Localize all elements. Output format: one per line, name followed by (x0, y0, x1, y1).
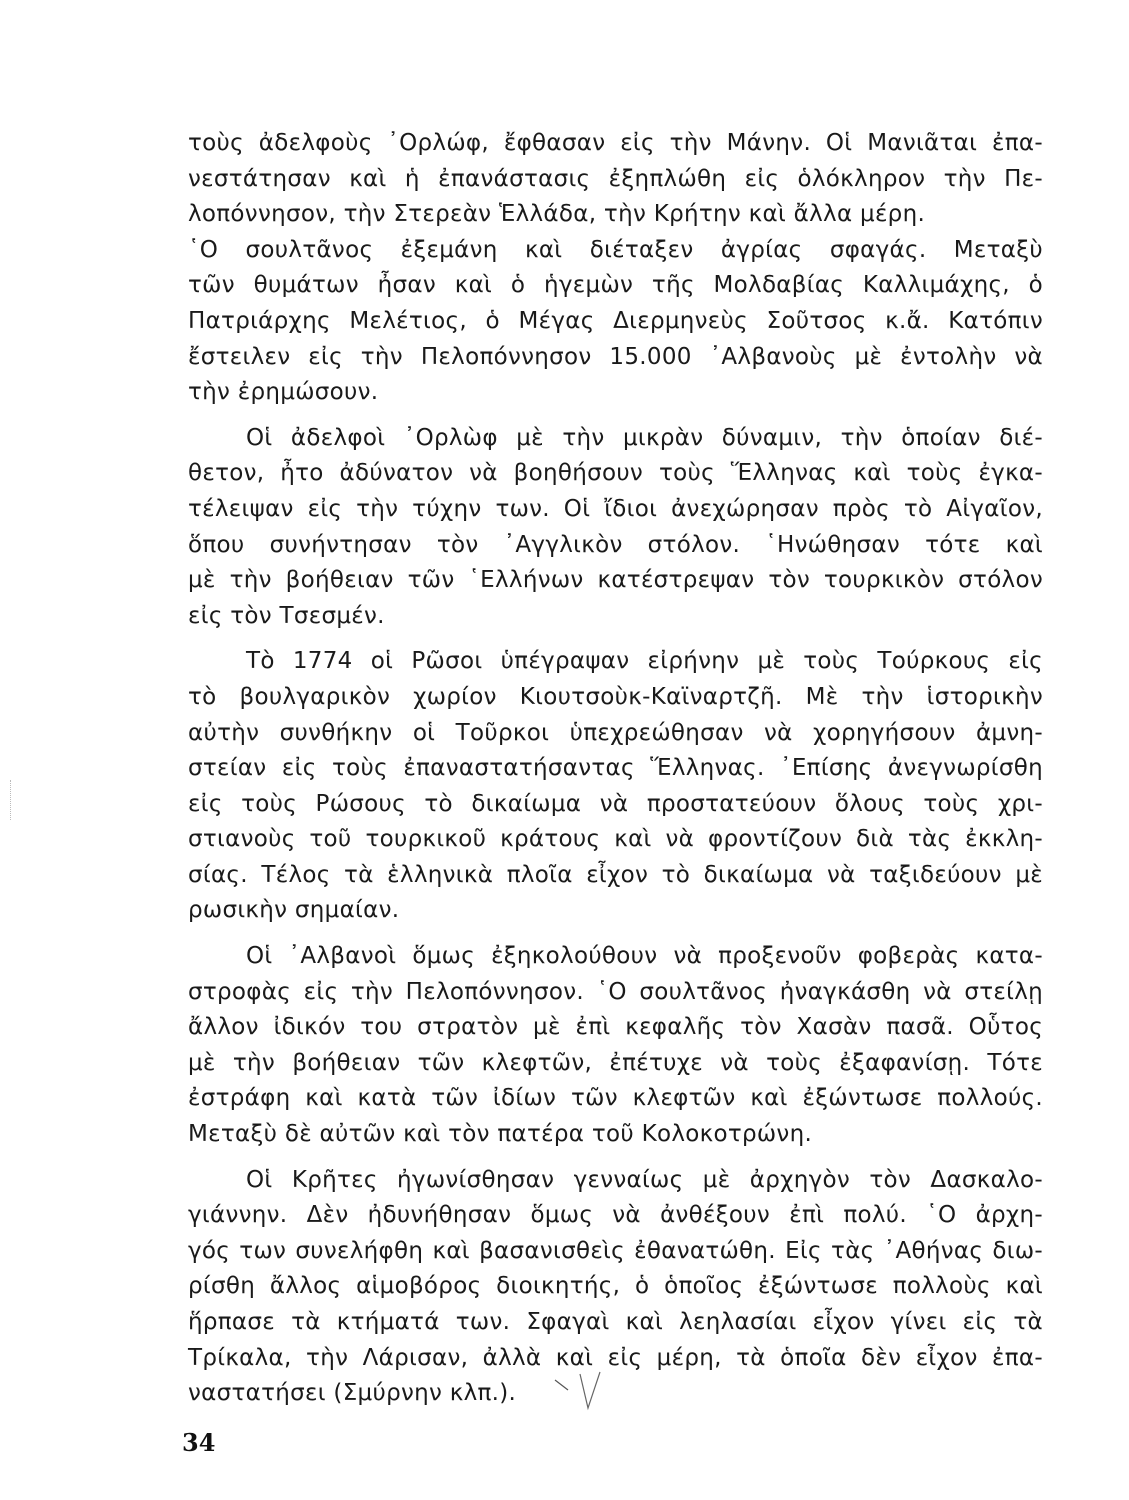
text-line: θετον, ἦτο ἀδύνατον νὰ βοηθήσουν τοὺς Ἕλληνας καὶ τοὺς ἐγκα- (188, 460, 1043, 487)
text-line: Τρίκαλα, τὴν Λάρισαν, ἀλλὰ καὶ εἰς μέρη, τὰ ὁποῖα δὲν εἶχον ἐπα- (188, 1344, 1043, 1371)
text-line: στροφὰς εἰς τὴν Πελοπόννησον. ῾Ο σουλτᾶνος ἠναγκάσθη νὰ στείλῃ (188, 978, 1043, 1005)
paragraph-albanians (188, 939, 1043, 1153)
text-line: λοπόννησον, τὴν Στερεὰν Ἑλλάδα, τὴν Κρήτην καὶ ἄλλα μέρη. (188, 201, 926, 228)
text-line: τοὺς ἀδελφοὺς ᾿Ορλώφ, ἔφθασαν εἰς τὴν Μάνην. Οἱ Μανιᾶται ἐπα- (188, 130, 1043, 156)
text-line: γιάννην. Δὲν ἠδυνήθησαν ὅμως νὰ ἀνθέξουν ἐπὶ πολύ. ῾Ο ἀρχη- (188, 1202, 1043, 1229)
paragraph-cretans (188, 1163, 1043, 1412)
text-line: Οἱ ἀδελφοὶ ᾿Ορλὼφ μὲ τὴν μικρὰν δύναμιν, τὴν ὁποίαν διέ- (246, 424, 1043, 451)
text-line: μὲ τὴν βοήθειαν τῶν κλεφτῶν, ἐπέτυχε νὰ τοὺς ἐξαφανίσῃ. Τότε (188, 1049, 1043, 1076)
text-line: ἐστράφη καὶ κατὰ τῶν ἰδίων τῶν κλεφτῶν καὶ ἐξώντωσε πολλούς. (188, 1085, 1043, 1112)
text-line: στείαν εἰς τοὺς ἐπαναστατήσαντας Ἕλληνας. ᾿Επίσης ἀνεγνωρίσθη (188, 755, 1043, 782)
text-line: ρωσικὴν σημαίαν. (188, 897, 400, 924)
text-line: Οἱ ᾿Αλβανοὶ ὅμως ἐξηκολούθουν νὰ προξενοῦν φοβερὰς κατα- (246, 943, 1043, 970)
text-line: τέλειψαν εἰς τὴν τύχην των. Οἱ ἴδιοι ἀνεχώρησαν πρὸς τὸ Αἰγαῖον, (188, 495, 1043, 522)
text-line: Οἱ Κρῆτες ἠγωνίσθησαν γενναίως μὲ ἀρχηγὸν τὸν Δασκαλο- (246, 1166, 1043, 1193)
margin-binding-mark (10, 780, 17, 820)
text-line: αὐτὴν συνθήκην οἱ Τοῦρκοι ὑπεχρεώθησαν νὰ χορηγήσουν ἀμνη- (188, 719, 1043, 746)
text-line: ἄλλον ἰδικόν του στρατὸν μὲ ἐπὶ κεφαλῆς τὸν Χασὰν πασᾶ. Οὗτος (188, 1014, 1043, 1041)
text-line: στιανοὺς τοῦ τουρκικοῦ κράτους καὶ νὰ φροντίζουν διὰ τὰς ἐκκλη- (188, 826, 1043, 853)
paragraph-orlov-brothers (188, 421, 1043, 635)
text-line: ρίσθη ἄλλος αἱμοβόρος διοικητής, ὁ ὁποῖος ἐξώντωσε πολλοὺς καὶ (188, 1273, 1043, 1300)
text-line: τὴν ἐρημώσουν. (188, 379, 379, 406)
text-line: σίας. Τέλος τὰ ἑλληνικὰ πλοῖα εἶχον τὸ δικαίωμα νὰ ταξιδεύουν μὲ (188, 861, 1043, 888)
text-line: μὲ τὴν βοήθειαν τῶν ῾Ελλήνων κατέστρεψαν τὸν τουρκικὸν στόλον (188, 567, 1043, 594)
text-line: τῶν θυμάτων ἦσαν καὶ ὁ ἡγεμὼν τῆς Μολδαβίας Καλλιμάχης, ὁ (188, 272, 1043, 299)
text-line: ἔστειλεν εἰς τὴν Πελοπόννησον 15.000 ᾿Αλβανοὺς μὲ ἐντολὴν νὰ (188, 343, 1043, 370)
text-line: εἰς τὸν Τσεσμέν. (188, 602, 385, 629)
paragraph-orlov-mani (188, 126, 1043, 411)
paragraph-treaty-1774 (188, 644, 1043, 929)
text-line: Πατριάρχης Μελέτιος, ὁ Μέγας Διερμηνεὺς Σοῦτσος κ.ἄ. Κατόπιν (188, 307, 1043, 334)
text-line: Μεταξὺ δὲ αὐτῶν καὶ τὸν πατέρα τοῦ Κολοκοτρώνη. (188, 1121, 813, 1148)
text-line: ἥρπασε τὰ κτήματά των. Σφαγαὶ καὶ λεηλασίαι εἶχον γίνει εἰς τὰ (188, 1309, 1043, 1335)
text-line: ῾Ο σουλτᾶνος ἐξεμάνη καὶ διέταξεν ἀγρίας σφαγάς. Μεταξὺ (188, 236, 1043, 263)
text-line: ὅπου συνήντησαν τὸν ᾿Αγγλικὸν στόλον. ῾Ηνώθησαν τότε καὶ (188, 531, 1043, 558)
text-line: ναστατήσει (Σμύρνην κλπ.). (188, 1380, 517, 1407)
page-number: 34 (182, 1428, 216, 1457)
body-text (188, 126, 1043, 1422)
text-line: εἰς τοὺς Ρώσους τὸ δικαίωμα νὰ προστατεύουν ὅλους τοὺς χρι- (188, 790, 1043, 817)
pencil-checkmark-icon (550, 1368, 610, 1418)
text-line: νεστάτησαν καὶ ἡ ἐπανάστασις ἐξηπλώθη εἰς ὁλόκληρον τὴν Πε- (188, 165, 1043, 192)
text-line: τὸ βουλγαρικὸν χωρίον Κιουτσοὺκ-Καϊναρτζῆ. Μὲ τὴν ἱστορικὴν (188, 683, 1043, 710)
text-line: γός των συνελήφθη καὶ βασανισθεὶς ἐθανατώθη. Εἰς τὰς ᾿Αθήνας διω- (188, 1237, 1043, 1264)
text-line: Τὸ 1774 οἱ Ρῶσοι ὑπέγραψαν εἰρήνην μὲ τοὺς Τούρκους εἰς (246, 648, 1043, 675)
